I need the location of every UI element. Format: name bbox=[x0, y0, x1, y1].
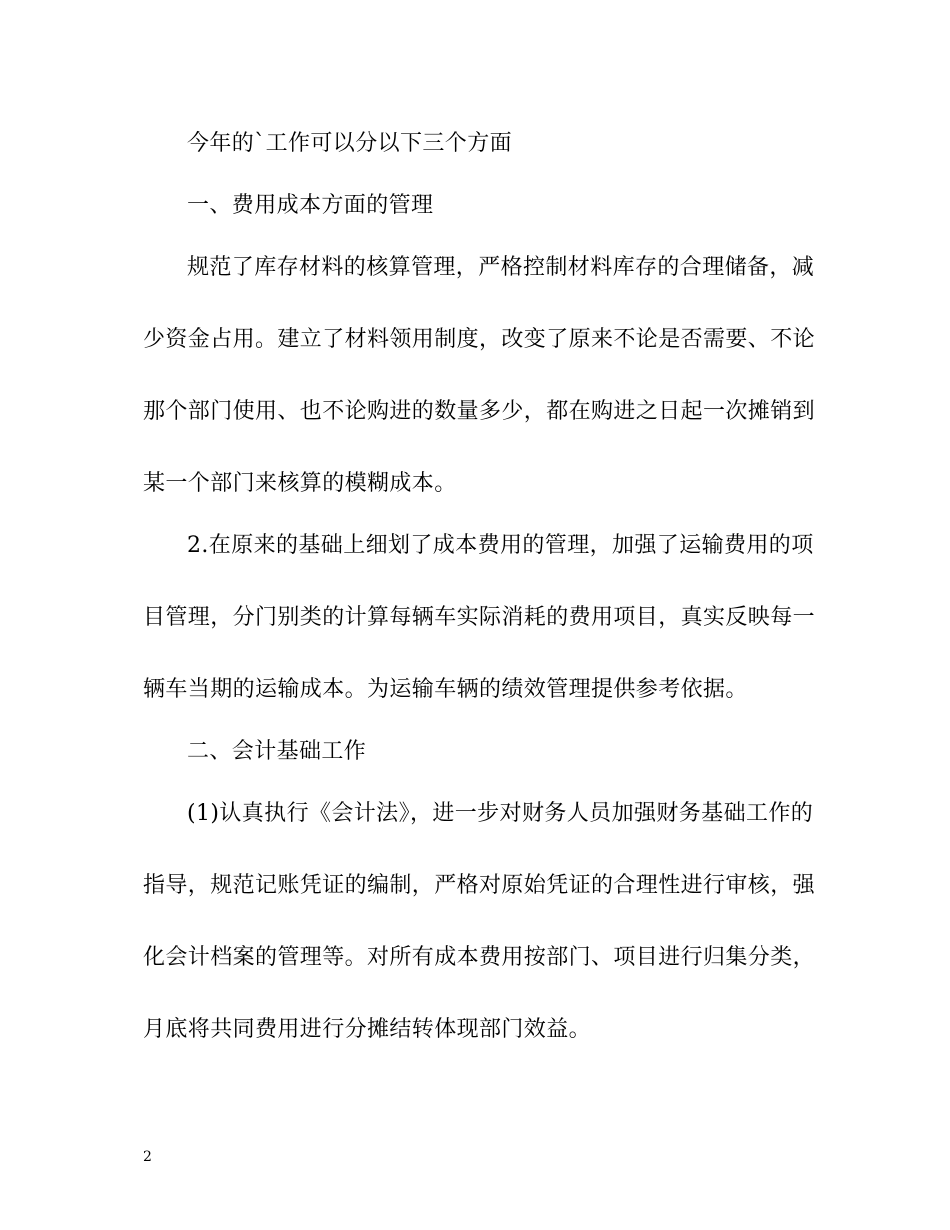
paragraph-line: 化会计档案的管理等。对所有成本费用按部门、项目进行归集分类， bbox=[143, 945, 816, 970]
paragraph-line: (1)认真执行《会计法》，进一步对财务人员加强财务基础工作的 bbox=[187, 801, 814, 826]
paragraph-line: 那个部门使用、也不论购进的数量多少，都在购进之日起一次摊销到 bbox=[143, 399, 816, 424]
paragraph-line: 某一个部门来核算的模糊成本。 bbox=[143, 471, 457, 496]
paragraph-line: 目管理，分门别类的计算每辆车实际消耗的费用项目，真实反映每一 bbox=[143, 605, 816, 630]
paragraph-intro: 今年的`工作可以分以下三个方面 bbox=[187, 131, 513, 156]
paragraph-line: 规范了库存材料的核算管理，严格控制材料库存的合理储备，减 bbox=[187, 255, 815, 280]
page-number: 2 bbox=[143, 1149, 152, 1165]
paragraph-line: 指导，规范记账凭证的编制，严格对原始凭证的合理性进行审核，强 bbox=[143, 873, 816, 898]
section-heading-1: 一、费用成本方面的管理 bbox=[187, 193, 434, 218]
paragraph-line: 辆车当期的运输成本。为运输车辆的绩效管理提供参考依据。 bbox=[143, 677, 748, 702]
paragraph-line: 少资金占用。建立了材料领用制度，改变了原来不论是否需要、不论 bbox=[143, 327, 816, 352]
paragraph-line: 月底将共同费用进行分摊结转体现部门效益。 bbox=[143, 1017, 592, 1042]
section-heading-2: 二、会计基础工作 bbox=[187, 739, 367, 764]
paragraph-line: 2.在原来的基础上细划了成本费用的管理，加强了运输费用的项 bbox=[187, 533, 814, 558]
